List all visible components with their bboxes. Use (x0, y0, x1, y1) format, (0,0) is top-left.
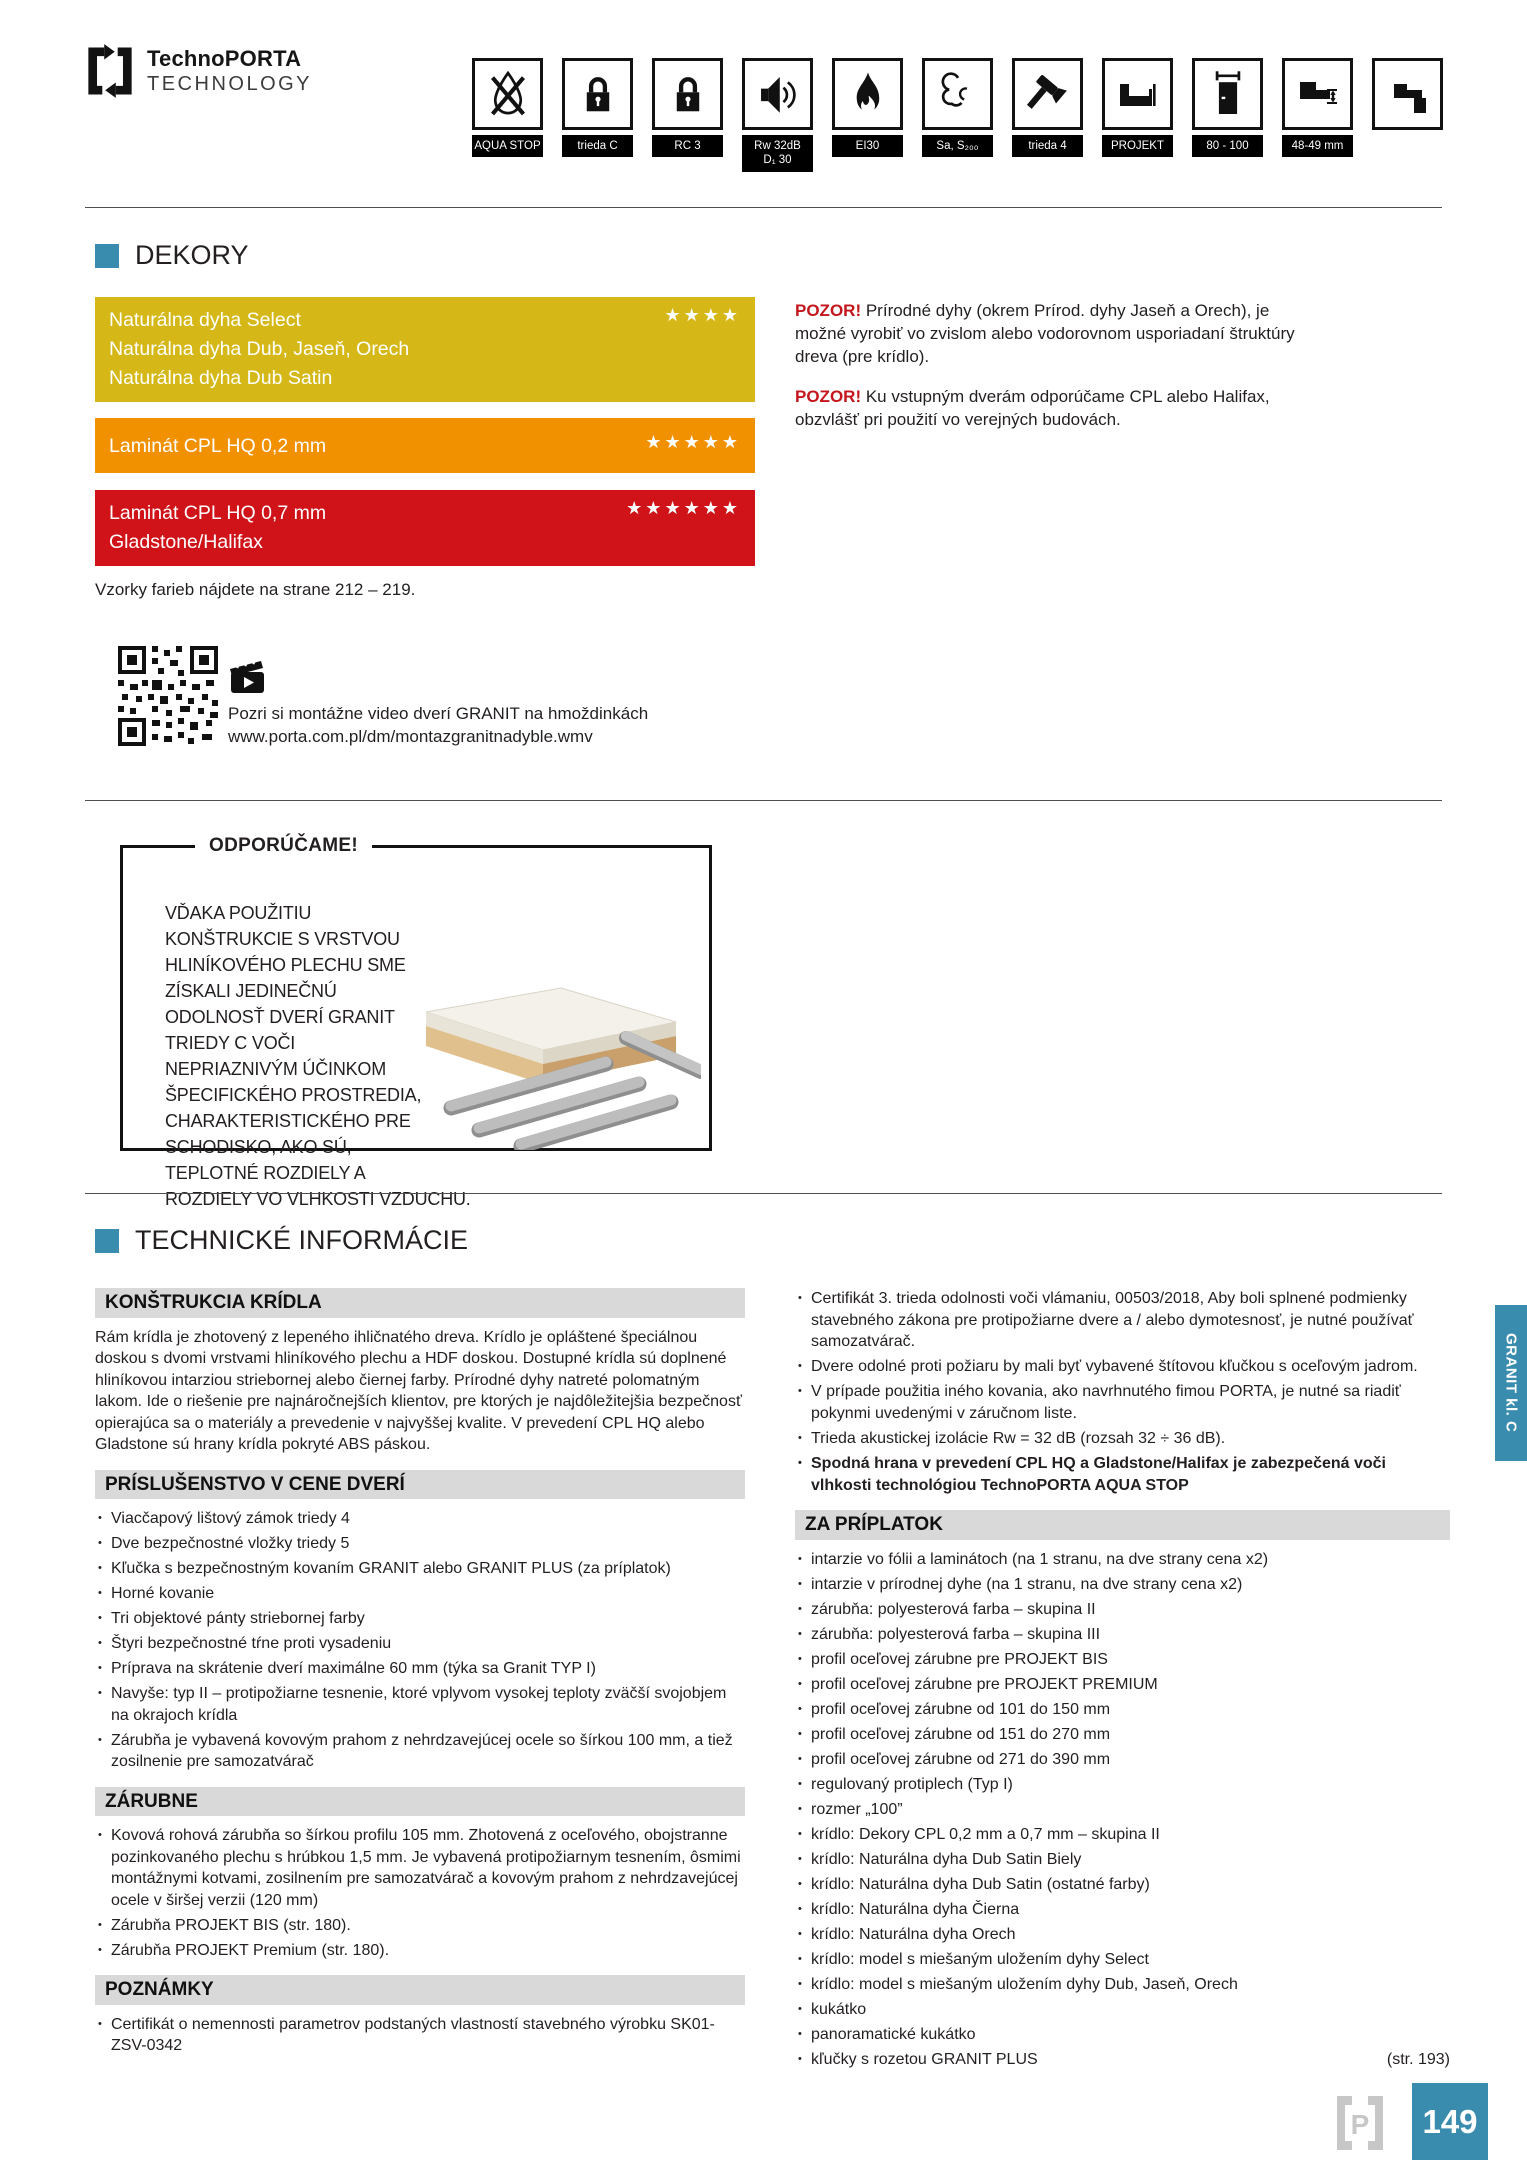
list-item: • zárubňa: polyesterová farba – skupina III (795, 1624, 1450, 1646)
technoporta-logo (85, 44, 312, 98)
icon-cell-smoke (922, 58, 993, 172)
za-priplatok-header: ZA PRÍPLATOK (795, 1510, 1450, 1540)
width-label: 80 - 100 (1192, 135, 1263, 157)
logo-line2: TECHNOLOGY (147, 73, 313, 95)
list-item: • Trieda akustickej izolácie Rw = 32 dB (rozsah 32 ÷ 36 dB). (795, 1428, 1450, 1450)
konstrukcia-text: Rám krídla je zhotovený z lepeného ihličnatého dreva. Krídlo je opláštené špeciálnou doskou s dvomi vrstvami hliníkového plechu a HDF doskou. Dostupné krídla sú doplnené hliníkovou intarziou striebornej alebo čiernej farby. Prírodné dyhy natreté polomatným lakom. Ide o riešenie pre najnáročnejších klientov, pre ktorých je najdôležitejšia bezpečnosť opierajúca sa o materiály a prevedenie v najvyššej kvalite. V prevedení CPL HQ alebo Gladstone sú hrany krídla pokryté ABS páskou. (95, 1328, 742, 1453)
svg-text:P: P (1350, 2109, 1370, 2140)
list-item: • kukátko (795, 1999, 1450, 2021)
projekt-label: PROJEKT (1102, 135, 1173, 157)
decor-bar-cpl-07 (95, 490, 755, 566)
list-item: • Kovová rohová zárubňa so šírkou profilu 105 mm. Zhotovená z oceľového, obojstranne pozinkovaného plechu s hrúbkou 1,5 mm. Je vybavená protipožiarnym tesnením, ôsmimi montážnymi kotvami, zosilnením pre samozatvárač a kovovým prahom z nehrdzavejúcej ocele v širšej verzii (120 mm) (95, 1825, 745, 1911)
tech-title: TECHNICKÉ INFORMÁCIE (135, 1225, 469, 1255)
warning-paragraph: POZOR! Ku vstupným dverám odporúčame CPL alebo Halifax, obzvlášť pri použití vo verejných budovách. (795, 387, 1270, 429)
list-item: • Kľučka s bezpečnostným kovaním GRANIT alebo GRANIT PLUS (za príplatok) (95, 1558, 745, 1580)
list-item: • Horné kovanie (95, 1583, 745, 1605)
padlock-icon (562, 58, 633, 130)
tech-right-column (795, 1288, 1450, 2075)
poznamky-list (95, 2014, 745, 2057)
dekory-heading (95, 240, 249, 271)
video-caption-line1: Pozri si montážne video dverí GRANIT na hmoždinkách (228, 704, 649, 723)
list-item: • Štyri bezpečnostné tŕne proti vysadeniu (95, 1633, 745, 1655)
list-item-with-ref: • kľučky s rozetou GRANIT PLUS (str. 193) (795, 2049, 1450, 2071)
list-item: • Viacčapový lištový zámok triedy 4 (95, 1508, 745, 1530)
list-item: • krídlo: Naturálna dyha Čierna (795, 1899, 1450, 1921)
list-item: • zárubňa: polyesterová farba – skupina II (795, 1599, 1450, 1621)
video-caption (228, 702, 648, 748)
smoke-icon (922, 58, 993, 130)
list-item: • Zárubňa PROJEKT BIS (str. 180). (95, 1915, 745, 1937)
smoke-label: Sa, S₂₀₀ (922, 135, 993, 157)
aqua-stop-icon (472, 58, 543, 130)
icon-cell-frame-profile (1372, 58, 1443, 172)
za-priplatok-last (795, 2049, 1450, 2071)
list-item: • profil oceľovej zárubne od 101 do 150 mm (795, 1699, 1450, 1721)
decor-line: Naturálna dyha Dub, Jaseň, Orech (109, 338, 410, 360)
ei30-label: EI30 (832, 135, 903, 157)
list-item: • Certifikát 3. trieda odolnosti voči vlámaniu, 00503/2018, Aby boli splnené podmienky stavebného zákona pre protipožiarne dvere a / alebo dymotesnosť, je nutné používať samozatvárač. (795, 1288, 1450, 1353)
icon-cell-ei30 (832, 58, 903, 172)
list-item: • panoramatické kukátko (795, 2024, 1450, 2046)
list-item: • krídlo: Naturálna dyha Dub Satin Biely (795, 1849, 1450, 1871)
list-item: • Navyše: typ II – protipožiarne tesnenie, ktoré vplyvom vysokej teploty zväčší svojobjem na okrajoch krídla (95, 1683, 745, 1726)
warning-paragraph: POZOR! Prírodné dyhy (okrem Prírod. dyhy Jaseň a Orech), je možné vyrobiť vo zvislom alebo vodorovnom usporiadaní štruktúry dreva (pre krídlo). (795, 301, 1295, 366)
notes-list (795, 1288, 1450, 1449)
divider (85, 1193, 1442, 1194)
recommendation-title: ODPORÚČAME! (195, 835, 372, 857)
list-item: • profil oceľovej zárubne od 271 do 390 mm (795, 1749, 1450, 1771)
tech-left-column (95, 1288, 745, 2061)
list-item: • krídlo: Naturálna dyha Dub Satin (ostatné farby) (795, 1874, 1450, 1896)
star-rating: ★★★★★★ (626, 498, 741, 518)
page-number: 149 (1412, 2083, 1488, 2160)
list-item: • regulovaný protiplech (Typ I) (795, 1774, 1450, 1796)
icon-cell-aqua-stop (472, 58, 543, 172)
decor-bar-cpl-02 (95, 418, 755, 473)
door-cross-section-image (371, 980, 701, 1155)
decor-bar-natural-veneer (95, 297, 755, 402)
list-item: • Zárubňa je vybavená kovovým prahom z nehrdzavejúcej ocele so šírkou 100 mm, a tiež zosilnenie pre samozatvárač (95, 1730, 745, 1773)
porta-logo (1337, 2096, 1383, 2155)
padlock-icon (652, 58, 723, 130)
qr-code (118, 646, 218, 751)
icon-cell-acoustic (742, 58, 813, 172)
heading-square-icon (95, 1229, 119, 1253)
icon-cell-width (1192, 58, 1263, 172)
list-item: • Certifikát o nemennosti parametrov podstaných vlastností stavebného výrobku SK01-ZSV-0342 (95, 2014, 745, 2057)
video-icon (228, 658, 268, 699)
heading-square-icon (95, 244, 119, 268)
list-item: • Dve bezpečnostné vložky triedy 5 (95, 1533, 745, 1555)
side-tab-granit[interactable]: GRANIT kl. C (1495, 1305, 1527, 1461)
aqua-stop-note: • Spodná hrana v prevedení CPL HQ a Gladstone/Halifax je zabezpečená voči vlhkosti technológiou TechnoPORTA AQUA STOP (795, 1453, 1450, 1496)
decor-line: Naturálna dyha Select (109, 309, 301, 331)
icon-cell-class4 (1012, 58, 1083, 172)
divider (85, 800, 1442, 801)
logo-line1: TechnoPORTA (147, 46, 302, 71)
recommendation-box (120, 835, 712, 1209)
icon-cell-thickness (1282, 58, 1353, 172)
list-item: • krídlo: model s miešaným uložením dyhy Dub, Jaseň, Orech (795, 1974, 1450, 1996)
konstrukcia-header: KONŠTRUKCIA KRÍDLA (95, 1288, 745, 1318)
frame-projekt-icon (1102, 58, 1173, 130)
divider (85, 207, 1442, 208)
frame-profile-icon (1372, 58, 1443, 130)
speaker-icon (742, 58, 813, 130)
list-item: • intarzie vo fólii a laminátoch (na 1 stranu, na dve strany cena x2) (795, 1549, 1450, 1571)
zarubne-list (95, 1825, 745, 1961)
warnings-column (795, 299, 1325, 448)
za-priplatok-list (795, 1549, 1450, 2046)
recommendation-text: VĎAKA POUŽITIU KONŠTRUKCIE S VRSTVOU HLINÍKOVÉHO PLECHU SME ZÍSKALI JEDINEČNÚ ODOLNOSŤ DVERÍ GRANIT TRIEDY C VOČI NEPRIAZNIVÝM ÚČINKOM ŠPECIFICKÉHO PROSTREDIA, CHARAKTERISTICKÉHO PRE SCHODISKO, AKO SÚ, TEPLOTNÉ ROZDIELY A ROZDIELY VO VLHKOSTI VZDUCHU. (165, 900, 681, 1212)
star-rating: ★★★★★ (645, 432, 741, 452)
icon-cell-rc3 (652, 58, 723, 172)
aqua-stop-label: AQUA STOP (472, 135, 543, 157)
acoustic-label: Rw 32dB D₁ 30 (742, 135, 813, 172)
list-item: • V prípade použitia iného kovania, ako navrhnutého fimou PORTA, je nutné sa riadiť pokynmi uvedenými v záručnom liste. (795, 1381, 1450, 1424)
class-c-label: trieda C (562, 135, 633, 157)
list-item: • krídlo: Naturálna dyha Orech (795, 1924, 1450, 1946)
color-samples-note: Vzorky farieb nájdete na strane 212 – 219. (95, 580, 416, 599)
dekory-title: DEKORY (135, 240, 249, 270)
icon-cell-class-c (562, 58, 633, 172)
list-item: • profil oceľovej zárubne od 151 do 270 mm (795, 1724, 1450, 1746)
list-item: • Príprava na skrátenie dverí maximálne 60 mm (týka sa Granit TYP I) (95, 1658, 745, 1680)
thickness-icon (1282, 58, 1353, 130)
thickness-label: 48-49 mm (1282, 135, 1353, 157)
poznamky-header: POZNÁMKY (95, 1975, 745, 2005)
rc3-label: RC 3 (652, 135, 723, 157)
flame-icon (832, 58, 903, 130)
pozor-label: POZOR! (795, 301, 862, 320)
list-item: • intarzie v prírodnej dyhe (na 1 stranu, na dve strany cena x2) (795, 1574, 1450, 1596)
list-item: • Dvere odolné proti požiaru by mali byť vybavené štítovou kľučkou s oceľovým jadrom. (795, 1356, 1450, 1378)
prislusenstvo-header: PRÍSLUŠENSTVO V CENE DVERÍ (95, 1470, 745, 1500)
zarubne-header: ZÁRUBNE (95, 1787, 745, 1817)
list-item: • profil oceľovej zárubne pre PROJEKT PREMIUM (795, 1674, 1450, 1696)
list-item: • Zárubňa PROJEKT Premium (str. 180). (95, 1940, 745, 1962)
decor-line: Laminát CPL HQ 0,7 mm (109, 502, 327, 524)
decor-line: Gladstone/Halifax (109, 531, 263, 553)
list-item: • Tri objektové pánty striebornej farby (95, 1608, 745, 1630)
tech-heading (95, 1225, 468, 1256)
certification-icons-row (472, 58, 1443, 172)
list-item: • profil oceľovej zárubne pre PROJEKT BIS (795, 1649, 1450, 1671)
technoporta-logo-icon (85, 44, 135, 98)
star-rating: ★★★★ (664, 305, 741, 325)
door-width-icon (1192, 58, 1263, 130)
list-item: • krídlo: Dekory CPL 0,2 mm a 0,7 mm – skupina II (795, 1824, 1450, 1846)
prislusenstvo-list (95, 1508, 745, 1773)
video-url[interactable]: www.porta.com.pl/dm/montazgranitnadyble.wmv (228, 727, 593, 746)
pozor-label: POZOR! (795, 387, 862, 406)
icon-cell-projekt (1102, 58, 1173, 172)
class4-label: trieda 4 (1012, 135, 1083, 157)
notes-bold-list (795, 1453, 1450, 1496)
decor-line: Laminát CPL HQ 0,2 mm (109, 435, 327, 457)
page-reference: (str. 193) (1386, 2051, 1450, 2068)
list-item: • krídlo: model s miešaným uložením dyhy Select (795, 1949, 1450, 1971)
list-item: • rozmer „100” (795, 1799, 1450, 1821)
decor-line: Naturálna dyha Dub Satin (109, 367, 333, 389)
hammer-icon (1012, 58, 1083, 130)
